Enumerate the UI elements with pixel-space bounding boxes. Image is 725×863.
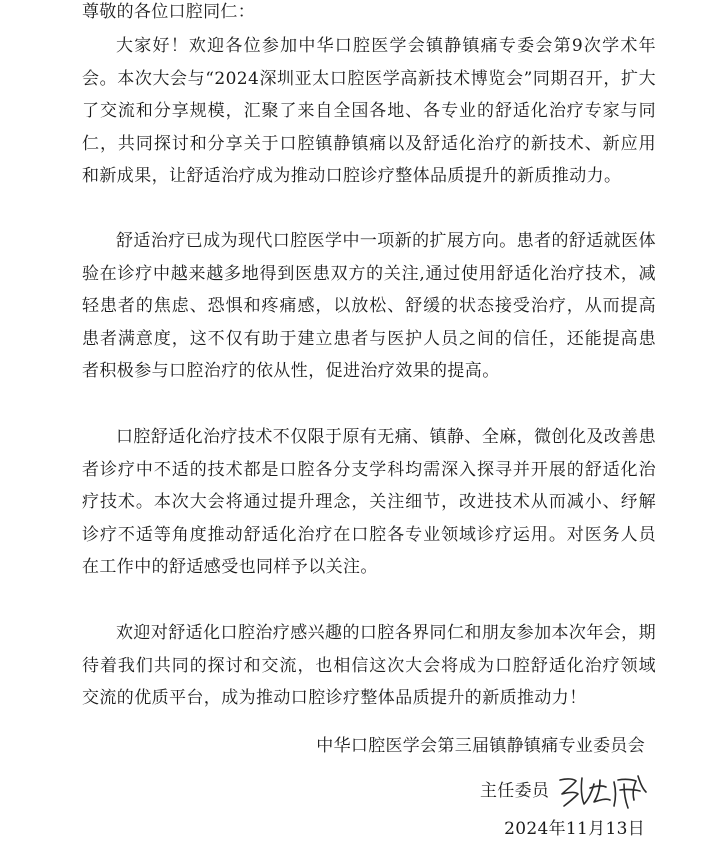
signature-organization: 中华口腔医学会第三届镇静镇痛专业委员会	[316, 736, 645, 756]
signature-title: 主任委员	[480, 781, 550, 801]
letter-paragraph: 舒适治疗已成为现代口腔医学中一项新的扩展方向。患者的舒适就医体验在诊疗中越来越多地得到医患双方的关注,通过使用舒适化治疗技术，减轻患者的焦虑、恐惧和疼痛感，以放松、舒缓的状态接受治疗，从而提高患者满意度，这不仅有助于建立患者与医护人员之间的信任，还能提高患者积极参与口腔治疗的依从性，促进治疗效果的提高。	[82, 231, 656, 381]
signature-date: 2024年11月13日	[504, 819, 645, 839]
letter-paragraph: 大家好！欢迎各位参加中华口腔医学会镇静镇痛专委会第9次学术年会。本次大会与“2024深圳亚太口腔医学高新技术博览会”同期召开，扩大了交流和分享规模，汇聚了来自全国各地、各专业的舒适化治疗专家与同仁，共同探讨和分享关于口腔镇静镇痛以及舒适化治疗的新技术、新应用和新成果，让舒适治疗成为推动口腔诊疗整体品质提升的新质推动力。	[82, 36, 656, 186]
letter-paragraph: 口腔舒适化治疗技术不仅限于原有无痛、镇静、全麻，微创化及改善患者诊疗中不适的技术都是口腔各分支学科均需深入探寻并开展的舒适化治疗技术。本次大会将通过提升理念，关注细节，改进技术从而减小、纾解诊疗不适等角度推动舒适化治疗在口腔各专业领域诊疗运用。对医务人员在工作中的舒适感受也同样予以关注。	[82, 427, 656, 577]
letter-paragraph: 欢迎对舒适化口腔治疗感兴趣的口腔各界同仁和朋友参加本次年会，期待着我们共同的探讨和交流，也相信这次大会将成为口腔舒适化治疗领域交流的优质平台，成为推动口腔诊疗整体品质提升的新质推动力！	[82, 623, 656, 708]
letter-greeting: 尊敬的各位口腔同仁：	[82, 2, 255, 22]
handwritten-signature	[554, 770, 650, 810]
